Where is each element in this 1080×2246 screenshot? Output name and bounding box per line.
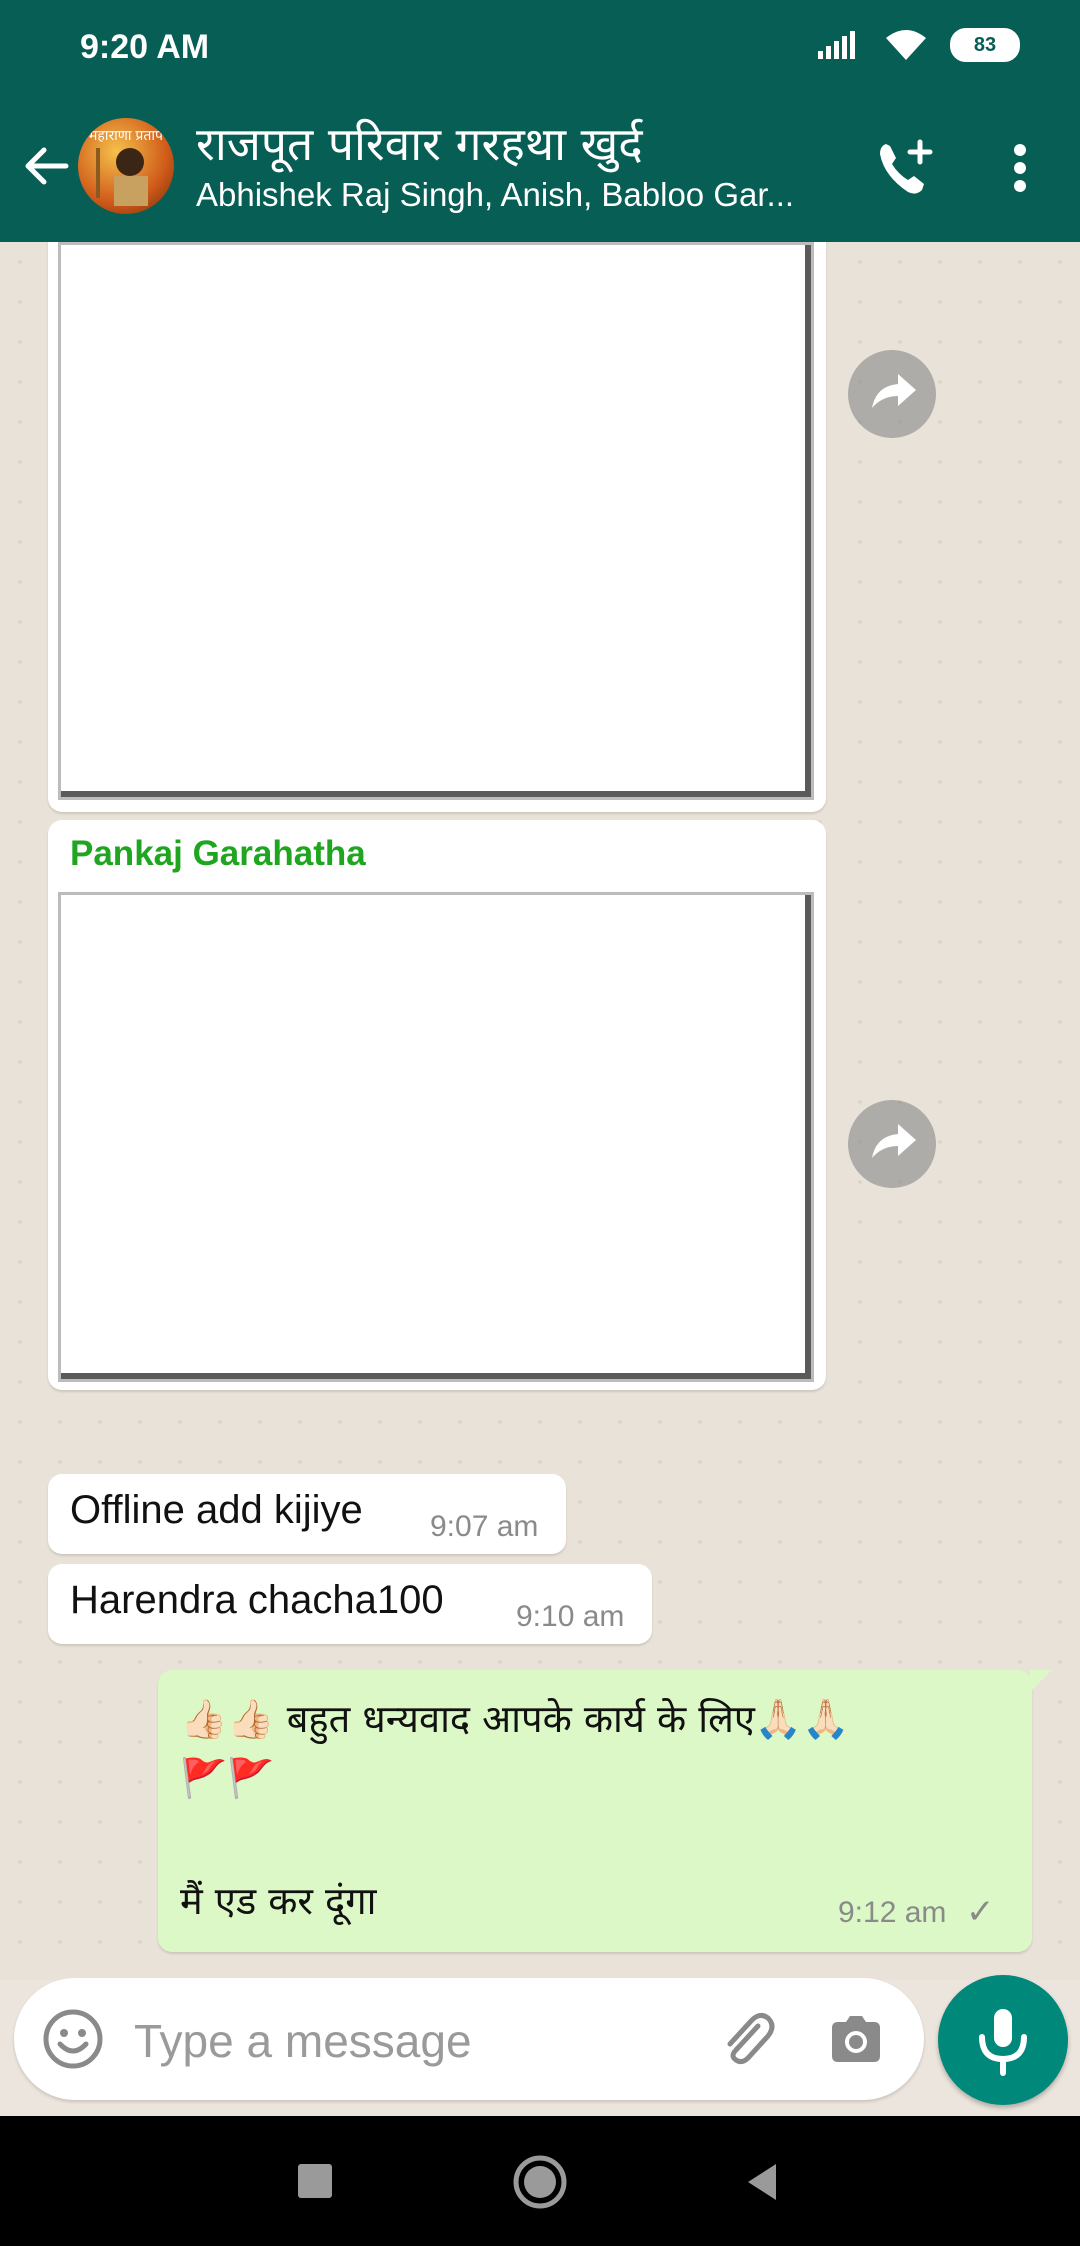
group-avatar[interactable]	[78, 118, 174, 214]
chat-header	[0, 90, 1080, 242]
message-input[interactable]: Type a message	[134, 2015, 472, 2067]
nav-home-icon[interactable]	[512, 2154, 568, 2210]
message-text: Harendra chacha100	[70, 1578, 444, 1622]
nav-back-icon[interactable]	[742, 2160, 782, 2204]
emoji-icon[interactable]	[42, 2008, 104, 2070]
avatar-caption: महाराणा प्रताप	[89, 127, 163, 143]
add-call-icon[interactable]	[872, 136, 936, 200]
text-message[interactable]	[48, 1564, 652, 1644]
signal-icon	[816, 29, 862, 61]
camera-icon[interactable]	[824, 2008, 888, 2072]
message-time: 9:12 am	[838, 1896, 947, 1929]
battery-indicator	[950, 28, 1020, 62]
message-text-line1: 👍🏻👍🏻 बहुत धन्यवाद आपके कार्य के लिए🙏🏻🙏🏻	[180, 1697, 850, 1741]
chat-participants[interactable]: Abhishek Raj Singh, Anish, Babloo Gar...	[196, 176, 795, 213]
sender-name[interactable]: Pankaj Garahatha	[70, 834, 366, 873]
system-navigation-bar	[0, 2116, 1080, 2246]
message-composer	[14, 1978, 924, 2100]
wifi-icon	[884, 28, 928, 62]
status-time: 9:20 AM	[80, 28, 210, 66]
chat-title[interactable]: राजपूत परिवार गरहथा खुर्द	[196, 117, 643, 171]
more-vert-icon[interactable]	[1000, 138, 1040, 198]
message-text: Offline add kijiye	[70, 1488, 363, 1532]
message-status-check-icon: ✓	[966, 1893, 995, 1931]
message-text-line3: मैं एड कर दूंगा	[180, 1879, 377, 1923]
image-thumbnail[interactable]	[58, 242, 814, 800]
battery-level: 83	[973, 33, 997, 56]
text-message[interactable]	[48, 1474, 566, 1554]
bubble-tail	[1030, 1670, 1052, 1692]
forward-icon[interactable]	[848, 350, 936, 438]
attach-icon[interactable]	[714, 2006, 778, 2070]
mic-icon	[938, 1975, 1068, 2105]
forward-icon[interactable]	[848, 1100, 936, 1188]
mic-button[interactable]	[938, 1975, 1068, 2105]
chat-area[interactable]	[0, 242, 1080, 1980]
message-time: 9:10 am	[516, 1600, 625, 1633]
outgoing-message[interactable]	[158, 1670, 1032, 1952]
image-message-1[interactable]	[48, 242, 826, 812]
image-thumbnail[interactable]	[58, 892, 814, 1382]
image-message-2[interactable]	[48, 820, 826, 1390]
status-bar	[0, 0, 1080, 90]
message-text-line2: 🚩🚩	[180, 1756, 275, 1800]
message-time: 9:07 am	[430, 1510, 539, 1543]
back-arrow-icon[interactable]	[18, 138, 74, 194]
nav-recent-icon[interactable]	[296, 2162, 336, 2202]
status-icons	[816, 28, 1020, 62]
